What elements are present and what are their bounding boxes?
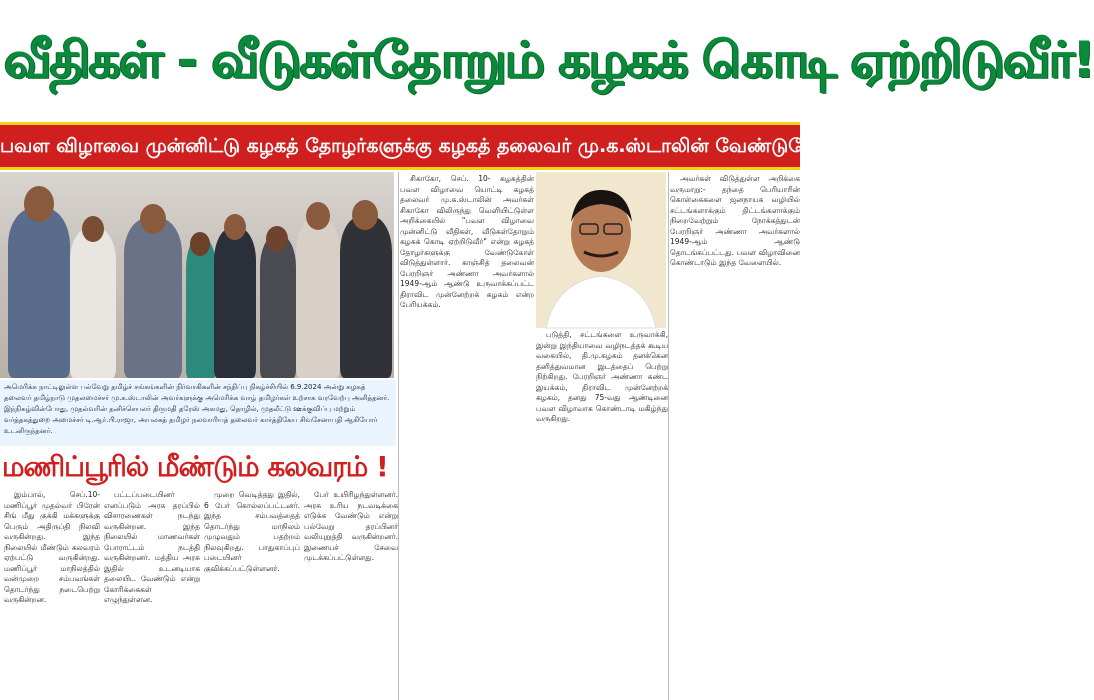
- column-divider: [668, 172, 669, 700]
- column-text: சிகாகோ, செப். 10- கழகத்தின் பவள விழாவை யொட்டி கழகத் தலைவர் மு.க.ஸ்டாலின் அவர்கள் சிகாகோ விலிருந்து வெளியிட்டுள்ள அறிக்கையில் "பவள விழாவை முன்னிட்டு வீதிகள், வீடுகள்தோறும் கழகக் கொடி ஏற்றிடுவீர்" என்று கழகத் தோழர்களுக்கு வேண்டுகோள் விடுத்துள்ளார். காஞ்சித் தலைவன் பேரறிஞர் அண்ணா அவர்களால் 1949-ஆம் ஆண்டு உருவாக்கப்பட்ட திராவிட முன்னேற்றக் கழகம் என்ற பேரியக்கம்.: [400, 174, 534, 309]
- article-column-d: [304, 490, 398, 700]
- column-divider: [398, 172, 399, 700]
- article-column-f: [536, 330, 668, 700]
- article-column-a: [4, 490, 100, 700]
- second-headline: மணிப்பூரில் மீண்டும் கலவரம் !: [0, 446, 402, 488]
- article-column-g: [670, 174, 800, 700]
- column-text: இம்பால், செப்.10- மணிப்பூர் முதல்வர் பிரேன் சிங் மீது குக்கி மக்களுக்கு பெரும் அதிருப்தி நிலவி வருகின்றது. இந்த நிலையில் மீண்டும் கலவரம் ஏற்பட்டு வருகின்றது. மணிப்பூர் மாநிலத்தில் வன்முறை சம்பவங்கள் தொடர்ந்து நடைபெற்று வருகின்றன.: [4, 490, 100, 604]
- article-column-b: [104, 490, 200, 700]
- column-text: அவர்கள் விடுத்துள்ள அறிக்கை வருமாறு:- தந்தை பெரியாரின் கொள்கைகளை ஜனநாயக வழியில் சட்டங்களாக்கும் திட்டங்களாக்கும் நிறைவேற்றும் நோக்கத்துடன் பேரறிஞர் அண்ணா அவர்களால் 1949-ஆம் ஆண்டு தொடங்கப்பட்டது. பவள விழாவினை கொண்டாடும் இந்த வேளையில்.: [670, 174, 800, 267]
- column-text: முறை வெடித்தது இதில், 6 பேர் கொல்லப்பட்டனர். இந்த சம்பவத்தைத் தொடர்ந்து மாநிலம் முழுவதும் பதற்றம் நிலவுகிறது. பாதுகாப்புப் படையினர் குவிக்கப்பட்டுள்ளனர்.: [204, 490, 300, 573]
- column-text: பேர் உயிரிழந்துள்ளனர். அரசு உரிய நடவடிக்கை எடுக்க வேண்டும் என்று பல்வேறு தரப்பினர் வலியுறுத்தி வருகின்றனர். இணையச் சேவை முடக்கப்பட்டுள்ளது.: [304, 490, 398, 562]
- sub-headline-banner: பவள விழாவை முன்னிட்டு கழகத் தோழர்களுக்கு கழகத் தலைவர் மு.க.ஸ்டாலின் வேண்டுகோள்!: [0, 122, 800, 170]
- article-column-c: [204, 490, 300, 700]
- photo-group: [0, 172, 394, 378]
- article-column-e: [400, 174, 534, 700]
- main-headline: வீதிகள் - வீடுகள்தோறும் கழகக் கொடி ஏற்றிடுவீர்!: [4, 31, 1094, 89]
- photo-caption: அமெரிக்க நாட்டிலுள்ள பல்வேறு தமிழ்ச் சங்கங்களின் நிர்வாகிகளின் சந்திப்பு நிகழ்ச்சியில் 6.9.2024 அன்று கழகத் தலைவர் தமிழ்நாடு முதலமைச்சர் மு.க.ஸ்டாலின் அவர்களுக்கு அமெரிக்க வாழ் தமிழர்கள் உற்சாக வரவேற்பு அளித்தனர். இந்நிகழ்வின்போது, முதல்வரின் தனிச்செயலர் திருமதி தரேஸ் அகமது, தொழில், முதலீட்டு ஊக்குவிப்பு மற்றும் வர்த்தகத்துறை அமைச்சர் டி.ஆர்.பி.ராஜா, அயலகத் தமிழர் நலவாரியத் தலைவர் கார்த்திகேய சிவசேனாபதி ஆகியோர் உடனிருந்தனர்.: [0, 380, 396, 446]
- portrait-photo: [536, 172, 666, 328]
- column-text: பட்டப்படையினர் எனப்படும் அரசு தரப்பில் விசாரணைகள் நடந்து வருகின்றன. இந்த நிலையில் மாணவர்கள் போராட்டம் நடத்தி வருகின்றனர். மத்திய அரசு இதில் உடனடியாக தலையிட வேண்டும் என்று கோரிக்கைகள் எழுந்துள்ளன.: [104, 490, 200, 604]
- column-text: படுத்தி, சட்டங்களை உருவாக்கி, இன்று இந்தியாவை வழிநடத்தக் கூடிய வகையில், தி.மு.கழகம் தனக்கென தனித்துவமான இடத்தைப் பெற்று நிற்கிறது. பேரறிஞர் அண்ணா கண்ட இயக்கம், திராவிட முன்னேற்றக் கழகம், தனது 75-வது ஆண்டினை பவள விழாவாக கொண்டாடி மகிழ்ந்து வருகிறது.: [536, 330, 668, 423]
- top-strip: [0, 0, 800, 8]
